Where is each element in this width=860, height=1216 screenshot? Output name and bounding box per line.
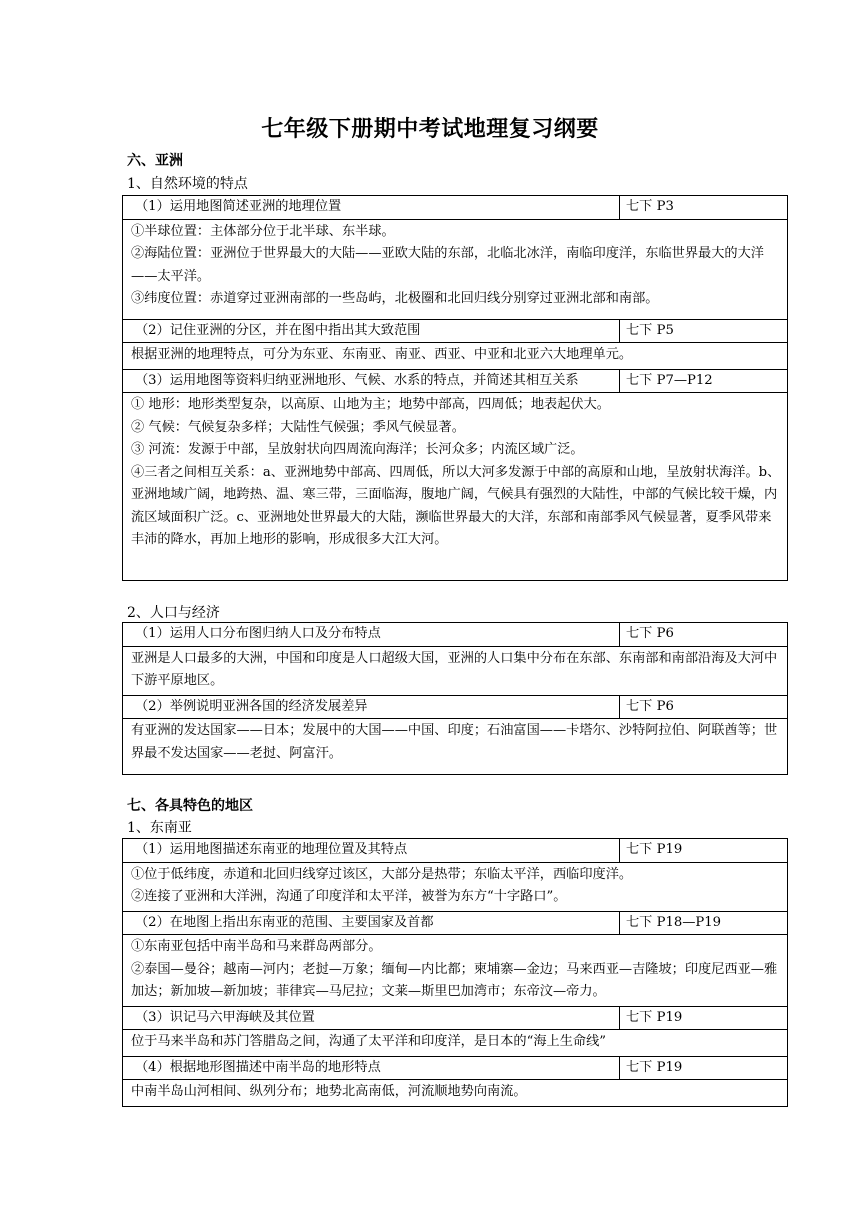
- table-row: [123, 196, 788, 220]
- table-row: [123, 646, 788, 695]
- content-line: ① 地形：地形类型复杂，以高原、山地为主；地势中部高，四周低；地表起伏大。: [131, 397, 610, 412]
- page-ref-cell: 七下 P19: [620, 839, 788, 863]
- content-line: ③ 河流：发源于中部，呈放射状向四周流向海洋；长河众多；内流区域广泛。: [131, 442, 584, 457]
- table-row: [123, 369, 788, 393]
- content-line: 亚洲是人口最多的大洲，中国和印度是人口超级大国，亚洲的人口集中分布在东部、东南部和南部沿海及大河中下游平原地区。: [131, 650, 778, 688]
- table-row: [123, 623, 788, 647]
- table-row: [123, 343, 788, 370]
- content-cell: [123, 935, 788, 1007]
- requirement-cell: （1）运用地图简述亚洲的地理位置: [123, 196, 620, 220]
- content-cell: [123, 393, 788, 581]
- content-line: ②连接了亚洲和大洋洲，沟通了印度洋和太平洋，被誉为东方“十字路口”。: [131, 889, 567, 904]
- content-line: ②海陆位置：亚洲位于世界最大的大陆——亚欧大陆的东部，北临北冰洋，南临印度洋，东临世界最大的大洋——太平洋。: [131, 246, 764, 284]
- requirement-cell: （1）运用人口分布图归纳人口及分布特点: [123, 623, 620, 647]
- content-line: 中南半岛山河相间、纵列分布；地势北高南低，河流顺地势向南流。: [131, 1084, 527, 1099]
- table-row: [123, 1056, 788, 1080]
- requirement-cell: （4）根据地形图描述中南半岛的地形特点: [123, 1056, 620, 1080]
- outline-table-population-economy: [122, 622, 788, 775]
- table-row: [123, 1006, 788, 1030]
- subsection-heading-southeast-asia: 1、东南亚: [127, 820, 192, 836]
- content-line: ①半球位置：主体部分位于北半球、东半球。: [131, 223, 395, 239]
- content-line: ②泰国—曼谷；越南—河内；老挝—万象；缅甸—内比都；柬埔寨—金边；马来西亚—吉隆坡；印度尼西亚—雅加达；新加坡—新加坡；菲律宾—马尼拉；文莱—斯里巴加湾市；东帝汶—帝力。: [131, 961, 778, 999]
- content-line: 有亚洲的发达国家——日本；发展中的大国——中国、印度；石油富国——卡塔尔、沙特阿拉伯、阿联酋等；世界最不发达国家——老挝、阿富汗。: [131, 723, 778, 761]
- content-line: ①东南亚包括中南半岛和马来群岛两部分。: [131, 939, 382, 954]
- requirement-cell: （1）运用地图描述东南亚的地理位置及其特点: [123, 839, 620, 863]
- section-heading-asia: 六、亚洲: [127, 153, 183, 169]
- requirement-cell: （2）记住亚洲的分区，并在图中指出其大致范围: [123, 319, 620, 343]
- page-ref-cell: 七下 P3: [620, 196, 788, 220]
- requirement-cell: （2）举例说明亚洲各国的经济发展差异: [123, 695, 620, 719]
- table-row: [123, 839, 788, 863]
- section-heading-regions: 七、各具特色的地区: [127, 798, 253, 814]
- requirement-cell: （2）在地图上指出东南亚的范围、主要国家及首都: [123, 911, 620, 935]
- table-row: [123, 935, 788, 1007]
- content-line: ② 气候：气候复杂多样；大陆性气候强；季风气候显著。: [131, 419, 465, 435]
- table-row: [123, 219, 788, 319]
- content-line: ④三者之间相互关系：a、亚洲地势中部高、四周低，所以大河多发源于中部的高原和山地，呈放射状海洋。b、亚洲地域广阔，地跨热、温、寒三带，三面临海，腹地广阔，气候具有强烈的大陆性，中部的气候比较干燥，内流区域面积广泛。c、亚洲地处世界最大的大陆，濒临世界最大的大洋，东部和南部季风气候显著，夏季风带来丰沛的降水，再加上地形的影响，形成很多大江大河。: [131, 464, 781, 547]
- table-row: [123, 1030, 788, 1057]
- table-row: [123, 393, 788, 581]
- table-row: [123, 695, 788, 719]
- table-row: [123, 319, 788, 343]
- content-cell: [123, 719, 788, 775]
- content-line: 根据亚洲的地理特点，可分为东亚、东南亚、南亚、西亚、中亚和北亚六大地理单元。: [131, 347, 633, 362]
- page-ref-cell: 七下 P19: [620, 1006, 788, 1030]
- outline-table-southeast-asia: [122, 838, 788, 1107]
- content-line: ①位于低纬度，赤道和北回归线穿过该区，大部分是热带；东临太平洋，西临印度洋。: [131, 866, 633, 882]
- subsection-heading-population-economy: 2、人口与经济: [127, 605, 220, 621]
- content-cell: [123, 646, 788, 695]
- content-cell: [123, 1030, 788, 1057]
- table-row: [123, 911, 788, 935]
- page-ref-cell: 七下 P7—P12: [620, 369, 788, 393]
- table-row: [123, 862, 788, 911]
- page-ref-cell: 七下 P5: [620, 319, 788, 343]
- content-cell: [123, 1080, 788, 1107]
- content-cell: [123, 862, 788, 911]
- page-ref-cell: 七下 P6: [620, 695, 788, 719]
- requirement-cell: （3）识记马六甲海峡及其位置: [123, 1006, 620, 1030]
- document-title: 七年级下册期中考试地理复习纲要: [261, 116, 599, 142]
- content-cell: [123, 343, 788, 370]
- table-row: [123, 719, 788, 775]
- table-row: [123, 1080, 788, 1107]
- subsection-heading-natural-environment: 1、自然环境的特点: [127, 176, 248, 192]
- content-line: ③纬度位置：赤道穿过亚洲南部的一些岛屿，北极圈和北回归线分别穿过亚洲北部和南部。: [131, 291, 659, 306]
- requirement-cell: （3）运用地图等资料归纳亚洲地形、气候、水系的特点，并简述其相互关系: [123, 369, 620, 393]
- content-line: 位于马来半岛和苏门答腊岛之间，沟通了太平洋和印度洋，是日本的“海上生命线”: [131, 1034, 607, 1049]
- outline-table-natural-environment: [122, 195, 788, 581]
- content-cell: [123, 219, 788, 319]
- page-ref-cell: 七下 P19: [620, 1056, 788, 1080]
- page-ref-cell: 七下 P6: [620, 623, 788, 647]
- page-ref-cell: 七下 P18—P19: [620, 911, 788, 935]
